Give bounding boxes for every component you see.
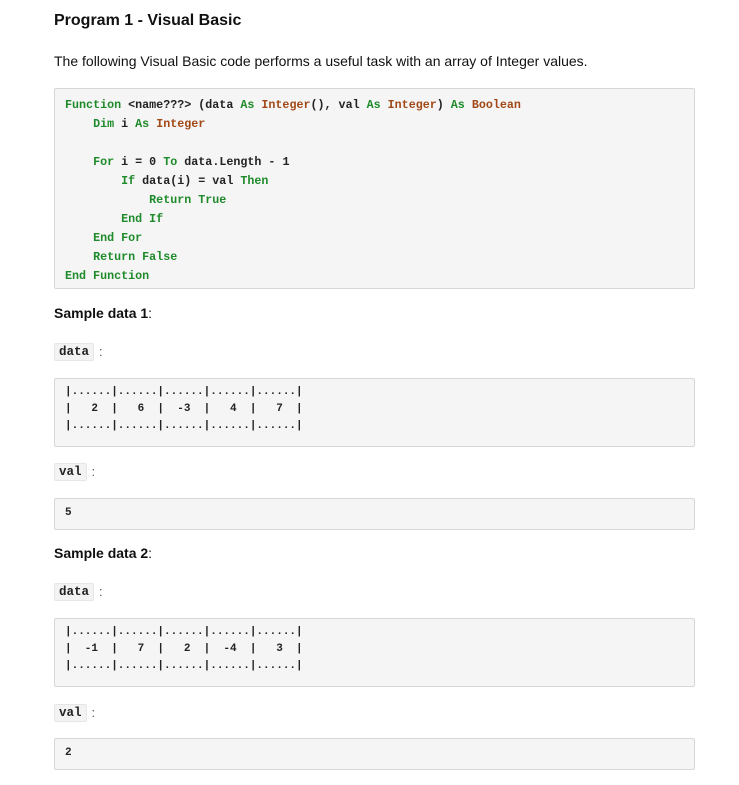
sample-2-val-value: 2 [65,747,72,759]
sample-2-array: |......|......|......|......|......| | -1 | 7 | 2 | -4 | 3 | |......|......|......|......|......| [65,626,303,672]
sample-2-heading: Sample data 2: [54,545,153,561]
sample-1-data-box [54,378,695,447]
sample-1-data-label: data : [54,342,103,361]
code-line: End Function [65,269,150,283]
code-line: If data(i) = val Then [121,174,269,188]
code-line: For i = 0 To data.Length - 1 [93,155,290,169]
code-line: Function <name???> (data As Integer(), val As Integer) As Boolean [65,98,521,112]
code-listing [65,96,521,286]
sample-2-data-box [54,618,695,687]
sample-1-val-box [54,498,695,530]
sample-2-data-label: data : [54,582,103,601]
sample-1-val-value: 5 [65,507,72,519]
sample-1-heading: Sample data 1: [54,305,153,321]
sample-2-val-box [54,738,695,770]
code-block [54,88,695,289]
sample-1-array: |......|......|......|......|......| | 2 | 6 | -3 | 4 | 7 | |......|......|......|......|......| [65,386,303,432]
intro-paragraph: The following Visual Basic code performs a useful task with an array of Integer values. [54,53,588,69]
code-line: Dim i As Integer [93,117,206,131]
page-title: Program 1 - Visual Basic [54,12,242,29]
code-line: Return False [93,250,178,264]
sample-1-val-label: val : [54,462,95,481]
sample-2-val-label: val : [54,703,95,722]
code-line: Return True [149,193,227,207]
code-line: End If [121,212,164,226]
code-line: End For [93,231,143,245]
